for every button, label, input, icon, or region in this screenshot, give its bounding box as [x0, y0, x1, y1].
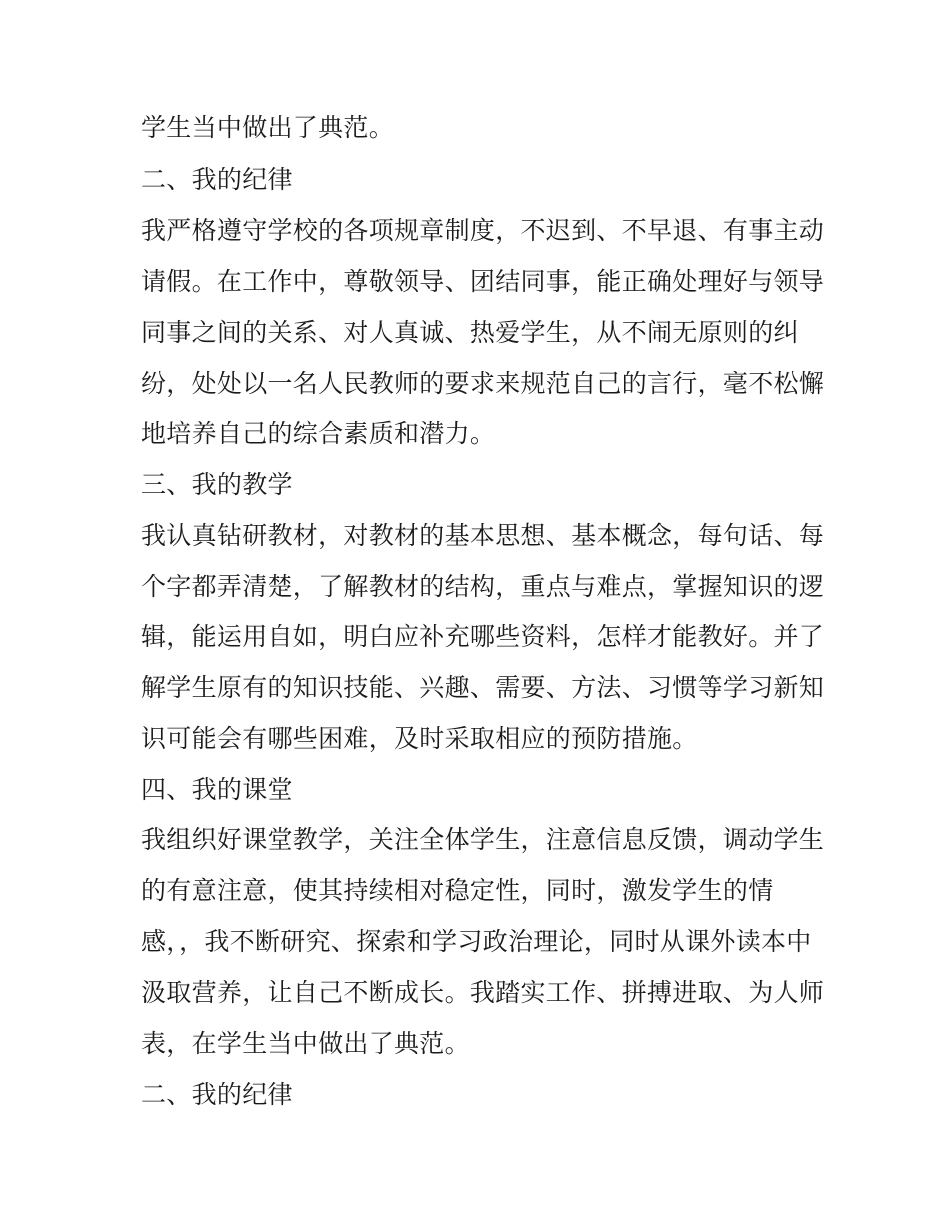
section-heading-classroom: 四、我的课堂 [141, 775, 293, 804]
text-line: 个字都弄清楚，了解教材的结构，重点与难点，掌握知识的逻 [141, 572, 825, 601]
section-heading-discipline: 二、我的纪律 [141, 165, 293, 194]
text-line: 同事之间的关系、对人真诚、热爱学生，从不闹无原则的纠 [141, 318, 799, 347]
text-line: 我组织好课堂教学，关注全体学生，注意信息反馈，调动学生 [141, 825, 825, 854]
text-line: 学生当中做出了典范。 [141, 113, 395, 142]
text-line: 我严格遵守学校的各项规章制度，不迟到、不早退、有事主动 [141, 216, 825, 245]
text-line: 识可能会有哪些困难，及时采取相应的预防措施。 [141, 724, 698, 753]
text-line: 纷，处处以一名人民教师的要求来规范自己的言行，毫不松懈 [141, 369, 825, 398]
section-heading-teaching: 三、我的教学 [141, 470, 293, 499]
text-line: 表，在学生当中做出了典范。 [141, 1029, 470, 1058]
text-line: 我认真钻研教材，对教材的基本思想、基本概念，每句话、每 [141, 521, 825, 550]
text-line: 解学生原有的知识技能、兴趣、需要、方法、习惯等学习新知 [141, 673, 825, 702]
text-line: 请假。在工作中，尊敬领导、团结同事，能正确处理好与领导 [141, 267, 825, 296]
text-line: 感，，我不断研究、探索和学习政治理论，同时从课外读本中 [141, 927, 812, 956]
text-line: 辑，能运用自如，明白应补充哪些资料，怎样才能教好。并了 [141, 622, 825, 651]
text-line: 的有意注意，使其持续相对稳定性，同时，激发学生的情 [141, 876, 774, 905]
text-line: 地培养自己的综合素质和潜力。 [141, 419, 496, 448]
text-line: 汲取营养，让自己不断成长。我踏实工作、拼搏进取、为人师 [141, 978, 825, 1007]
section-heading-discipline: 二、我的纪律 [141, 1080, 293, 1109]
